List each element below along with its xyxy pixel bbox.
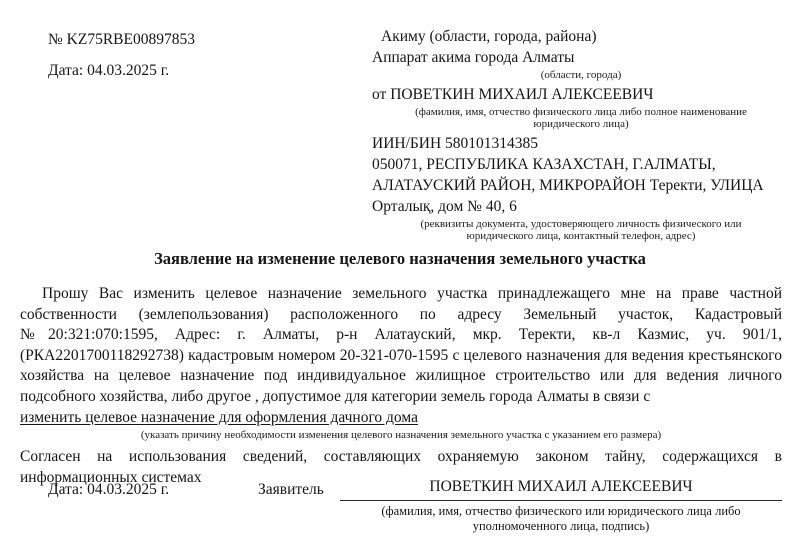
recipient-office-caption: (области, города) (540, 69, 622, 81)
applicant-address-line-3: Орталық, дом № 40, 6 (372, 197, 517, 215)
signature-name: ПОВЕТКИН МИХАИЛ АЛЕКСЕЕВИЧ (340, 478, 782, 501)
applicant-from-line: от ПОВЕТКИН МИХАИЛ АЛЕКСЕЕВИЧ (372, 85, 654, 103)
reason-caption: (указать причину необходимости изменения целевого назначения земельного участка с указанием его размера) (140, 429, 662, 442)
applicant-address-line-1: 050071, РЕСПУБЛИКА КАЗАХСТАН, Г.АЛМАТЫ, (372, 155, 716, 173)
reason-underlined-text: изменить целевое назначение для оформления дачного дома (20, 408, 418, 426)
document-date: Дата: 04.03.2025 г. (48, 62, 170, 79)
request-paragraph: Прошу Вас изменить целевое назначение земельного участка принадлежащего мне на праве частной собственности (землепользования) расположенного по адресу Земельный участок, Кадастровый №20:321:070:1595, Адрес: г. Алматы, р-н Алатауский, мкр. Теректи, кв-л Казмис, уч. 901/1, (РКА2201700118292738) кадастровым номером 20-321-070-1595 с целевого назначения для ведения крестьянского хозяйства на целевое назначение под индивидуальное жилищное строительство или для ведения личного подсобного хозяйства, либо другое , допустимое для категории земель города Алматы в связи с (20, 285, 782, 405)
requisites-caption: (реквизиты документа, удостоверяющего личность физического или юридического лица, контактный телефон, адрес) (420, 217, 742, 242)
consent-paragraph: Согласен на использования сведений, составляющих охраняемую законом тайну, содержащихся в информационных системах (20, 447, 782, 486)
applicant-label: Заявитель (258, 481, 324, 498)
signature-caption: (фамилия, имя, отчество физического или юридического лица либо уполномоченного лица, подпись) (381, 504, 741, 533)
recipient-block (372, 26, 790, 245)
applicant-address-line-2: АЛАТАУСКИЙ РАЙОН, МИКРОРАЙОН Теректи, УЛИЦА (372, 176, 764, 194)
document-number: № KZ75RBE00897853 (48, 31, 195, 48)
signature-block (340, 478, 782, 534)
applicant-name-caption: (фамилия, имя, отчество физического лица либо полное наименование юридического лица) (415, 105, 747, 130)
document-title: Заявление на изменение целевого назначения земельного участка (154, 249, 646, 268)
footer-date: Дата: 04.03.2025 г. (48, 481, 170, 498)
recipient-authority: Акиму (области, города, района) (381, 28, 597, 45)
recipient-office: Аппарат акима города Алматы (372, 49, 575, 66)
document-body (20, 284, 782, 488)
applicant-iin: ИИН/БИН 580101314385 (372, 134, 539, 152)
